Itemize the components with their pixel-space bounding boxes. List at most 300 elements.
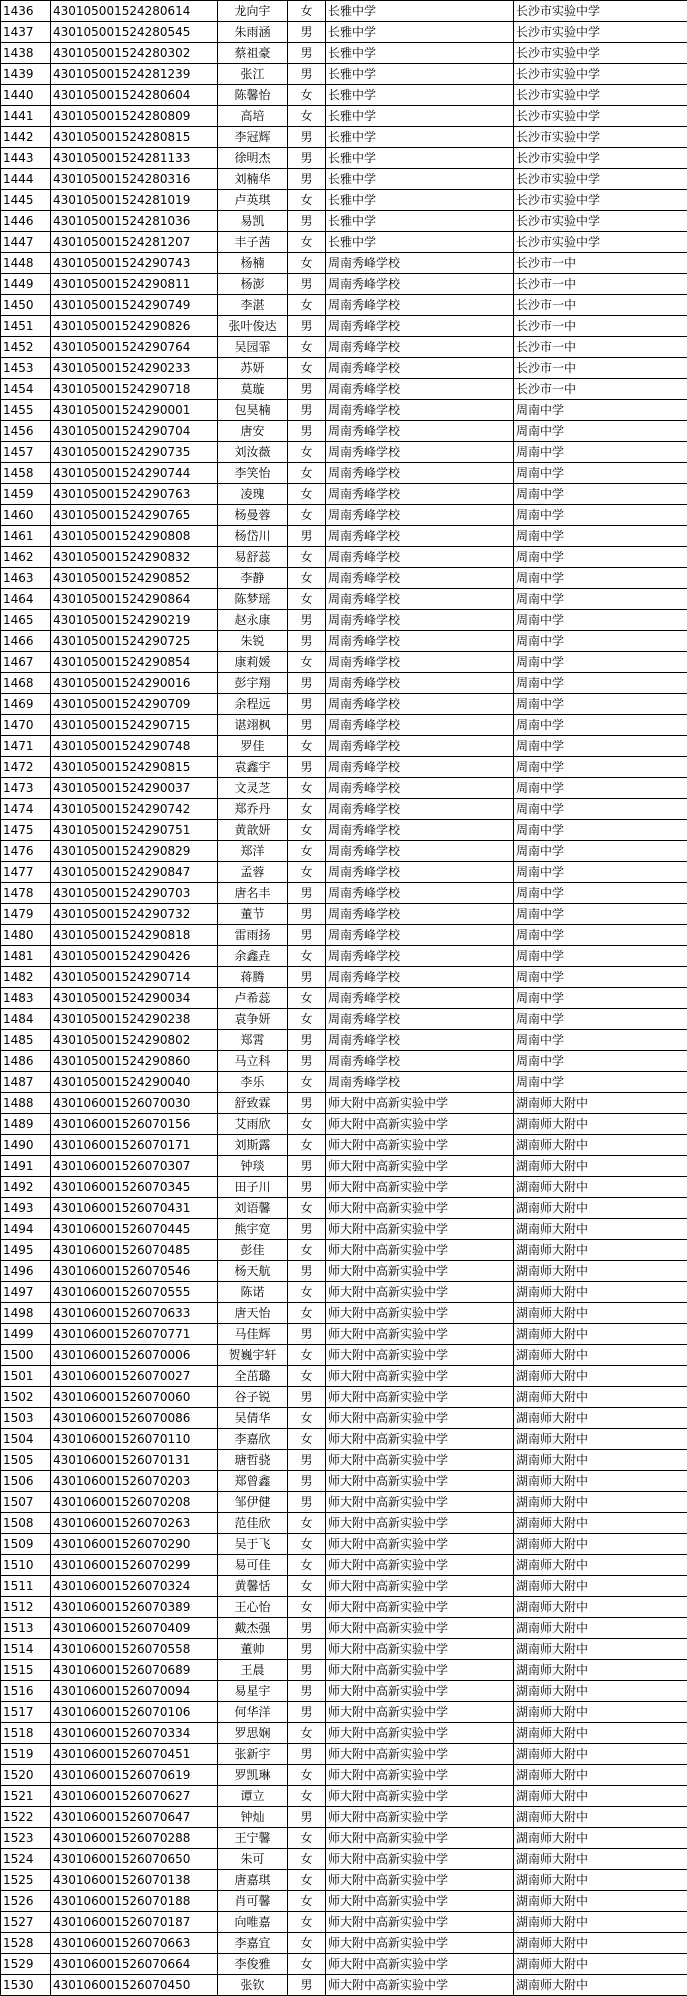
admitting-school-cell: 周南中学 [514,988,687,1009]
student-id-cell: 430105001524290811 [51,274,218,295]
admitting-school-cell: 湖南师大附中 [514,1576,687,1597]
admitting-school-cell: 湖南师大附中 [514,1639,687,1660]
student-id-cell: 430106001526070647 [51,1807,218,1828]
table-row [1,127,687,148]
graduating-school-cell: 周南秀峰学校 [326,988,514,1009]
student-id-cell: 430106001526070485 [51,1240,218,1261]
admitting-school-cell: 周南中学 [514,652,687,673]
student-name-cell: 陈诺 [218,1282,288,1303]
gender-cell: 男 [288,274,326,295]
admitting-school-cell: 周南中学 [514,1009,687,1030]
admitting-school-cell: 长沙市一中 [514,379,687,400]
graduating-school-cell: 师大附中高新实验中学 [326,1408,514,1429]
gender-cell: 男 [288,1492,326,1513]
admitting-school-cell: 湖南师大附中 [514,1240,687,1261]
student-name-cell: 杨楠 [218,253,288,274]
seq-cell: 1503 [1,1408,51,1429]
gender-cell: 女 [288,1513,326,1534]
graduating-school-cell: 师大附中高新实验中学 [326,1555,514,1576]
student-name-cell: 郑曾鑫 [218,1471,288,1492]
student-name-cell: 唐天怡 [218,1303,288,1324]
gender-cell: 男 [288,421,326,442]
gender-cell: 男 [288,757,326,778]
student-name-cell: 钟灿 [218,1807,288,1828]
admitting-school-cell: 湖南师大附中 [514,1324,687,1345]
student-id-cell: 430105001524290832 [51,547,218,568]
table-row [1,337,687,358]
graduating-school-cell: 长雅中学 [326,169,514,190]
gender-cell: 女 [288,1240,326,1261]
student-name-cell: 孟蓉 [218,862,288,883]
admitting-school-cell: 湖南师大附中 [514,1618,687,1639]
table-row [1,1891,687,1912]
table-row [1,232,687,253]
admitting-school-cell: 湖南师大附中 [514,1345,687,1366]
admitting-school-cell: 周南中学 [514,463,687,484]
seq-cell: 1523 [1,1828,51,1849]
admitting-school-cell: 周南中学 [514,883,687,904]
table-row [1,883,687,904]
table-row [1,1492,687,1513]
student-id-cell: 430106001526070288 [51,1828,218,1849]
graduating-school-cell: 周南秀峰学校 [326,316,514,337]
admitting-school-cell: 周南中学 [514,799,687,820]
student-name-cell: 杨曼蓉 [218,505,288,526]
student-name-cell: 刘楠华 [218,169,288,190]
student-name-cell: 刘汝薇 [218,442,288,463]
table-row [1,400,687,421]
student-name-cell: 余鑫垚 [218,946,288,967]
student-name-cell: 贺巍宇轩 [218,1345,288,1366]
student-name-cell: 李俊雅 [218,1954,288,1975]
gender-cell: 女 [288,1282,326,1303]
gender-cell: 女 [288,106,326,127]
student-id-cell: 430105001524290765 [51,505,218,526]
admitting-school-cell: 湖南师大附中 [514,1408,687,1429]
seq-cell: 1529 [1,1954,51,1975]
table-row [1,694,687,715]
student-id-cell: 430105001524290426 [51,946,218,967]
graduating-school-cell: 师大附中高新实验中学 [326,1807,514,1828]
gender-cell: 女 [288,442,326,463]
student-id-cell: 430106001526070131 [51,1450,218,1471]
admitting-school-cell: 周南中学 [514,1051,687,1072]
seq-cell: 1462 [1,547,51,568]
student-id-cell: 430105001524290829 [51,841,218,862]
admitting-school-cell: 长沙市实验中学 [514,127,687,148]
gender-cell: 女 [288,85,326,106]
gender-cell: 女 [288,1408,326,1429]
student-name-cell: 易凯 [218,211,288,232]
admitting-school-cell: 长沙市实验中学 [514,190,687,211]
table-row [1,1366,687,1387]
seq-cell: 1518 [1,1723,51,1744]
seq-cell: 1479 [1,904,51,925]
student-name-cell: 熊宇宽 [218,1219,288,1240]
table-row [1,1387,687,1408]
graduating-school-cell: 长雅中学 [326,232,514,253]
table-row [1,1639,687,1660]
gender-cell: 女 [288,1429,326,1450]
admitting-school-cell: 长沙市实验中学 [514,1,687,22]
admitting-school-cell: 周南中学 [514,904,687,925]
graduating-school-cell: 师大附中高新实验中学 [326,1681,514,1702]
student-name-cell: 文灵芝 [218,778,288,799]
student-id-cell: 430106001526070110 [51,1429,218,1450]
graduating-school-cell: 长雅中学 [326,85,514,106]
table-row [1,757,687,778]
table-row [1,1345,687,1366]
table-row [1,1681,687,1702]
student-id-cell: 430105001524290715 [51,715,218,736]
gender-cell: 女 [288,1,326,22]
student-name-cell: 张钦 [218,1975,288,1996]
student-name-cell: 向唯嘉 [218,1912,288,1933]
seq-cell: 1525 [1,1870,51,1891]
table-row [1,211,687,232]
student-id-cell: 430106001526070771 [51,1324,218,1345]
gender-cell: 男 [288,1681,326,1702]
graduating-school-cell: 周南秀峰学校 [326,253,514,274]
student-name-cell: 苏妍 [218,358,288,379]
seq-cell: 1494 [1,1219,51,1240]
student-name-cell: 郑洋 [218,841,288,862]
seq-cell: 1464 [1,589,51,610]
student-id-cell: 430105001524290749 [51,295,218,316]
student-name-cell: 罗佳 [218,736,288,757]
admitting-school-cell: 长沙市一中 [514,295,687,316]
student-id-cell: 430106001526070650 [51,1849,218,1870]
student-name-cell: 丰子茜 [218,232,288,253]
gender-cell: 女 [288,1198,326,1219]
table-row [1,1219,687,1240]
table-row [1,1807,687,1828]
seq-cell: 1480 [1,925,51,946]
table-row [1,1051,687,1072]
student-id-cell: 430106001526070307 [51,1156,218,1177]
seq-cell: 1520 [1,1765,51,1786]
student-id-cell: 430105001524290703 [51,883,218,904]
graduating-school-cell: 周南秀峰学校 [326,946,514,967]
seq-cell: 1497 [1,1282,51,1303]
gender-cell: 女 [288,505,326,526]
graduating-school-cell: 师大附中高新实验中学 [326,1933,514,1954]
graduating-school-cell: 长雅中学 [326,211,514,232]
admitting-school-cell: 周南中学 [514,694,687,715]
student-name-cell: 袁争妍 [218,1009,288,1030]
table-row [1,1240,687,1261]
student-id-cell: 430105001524290037 [51,778,218,799]
table-row [1,841,687,862]
admitting-school-cell: 长沙市实验中学 [514,85,687,106]
graduating-school-cell: 周南秀峰学校 [326,463,514,484]
seq-cell: 1472 [1,757,51,778]
seq-cell: 1448 [1,253,51,274]
student-id-cell: 430106001526070689 [51,1660,218,1681]
graduating-school-cell: 周南秀峰学校 [326,400,514,421]
admitting-school-cell: 湖南师大附中 [514,1282,687,1303]
gender-cell: 男 [288,1387,326,1408]
student-name-cell: 钟琰 [218,1156,288,1177]
admitting-school-cell: 长沙市实验中学 [514,106,687,127]
student-name-cell: 李笑怡 [218,463,288,484]
gender-cell: 女 [288,1933,326,1954]
table-row [1,1198,687,1219]
graduating-school-cell: 师大附中高新实验中学 [326,1282,514,1303]
seq-cell: 1456 [1,421,51,442]
gender-cell: 女 [288,337,326,358]
student-name-cell: 邹伊健 [218,1492,288,1513]
student-id-cell: 430106001526070027 [51,1366,218,1387]
table-row [1,295,687,316]
table-row [1,799,687,820]
seq-cell: 1481 [1,946,51,967]
student-id-cell: 430105001524290016 [51,673,218,694]
table-row [1,610,687,631]
table-row [1,43,687,64]
student-name-cell: 肖可馨 [218,1891,288,1912]
student-id-cell: 430106001526070627 [51,1786,218,1807]
seq-cell: 1506 [1,1471,51,1492]
student-name-cell: 瑭哲骁 [218,1450,288,1471]
admitting-school-cell: 周南中学 [514,1072,687,1093]
student-name-cell: 马立科 [218,1051,288,1072]
student-name-cell: 陈馨怡 [218,85,288,106]
admitting-school-cell: 长沙市实验中学 [514,169,687,190]
admitting-school-cell: 长沙市实验中学 [514,64,687,85]
gender-cell: 女 [288,652,326,673]
graduating-school-cell: 周南秀峰学校 [326,778,514,799]
graduating-school-cell: 周南秀峰学校 [326,715,514,736]
gender-cell: 女 [288,1954,326,1975]
graduating-school-cell: 长雅中学 [326,64,514,85]
table-row [1,736,687,757]
gender-cell: 女 [288,1345,326,1366]
student-name-cell: 易可佳 [218,1555,288,1576]
student-name-cell: 田子川 [218,1177,288,1198]
seq-cell: 1470 [1,715,51,736]
student-id-cell: 430105001524281207 [51,232,218,253]
table-row [1,1261,687,1282]
gender-cell: 女 [288,1072,326,1093]
student-id-cell: 430105001524280316 [51,169,218,190]
admitting-school-cell: 周南中学 [514,862,687,883]
student-id-cell: 430105001524290704 [51,421,218,442]
student-id-cell: 430105001524281133 [51,148,218,169]
graduating-school-cell: 周南秀峰学校 [326,442,514,463]
graduating-school-cell: 周南秀峰学校 [326,484,514,505]
student-name-cell: 杨澎 [218,274,288,295]
admitting-school-cell: 长沙市实验中学 [514,211,687,232]
student-name-cell: 卢英琪 [218,190,288,211]
student-id-cell: 430105001524290852 [51,568,218,589]
graduating-school-cell: 长雅中学 [326,148,514,169]
seq-cell: 1441 [1,106,51,127]
student-id-cell: 430106001526070324 [51,1576,218,1597]
student-name-cell: 李嘉宜 [218,1933,288,1954]
graduating-school-cell: 周南秀峰学校 [326,862,514,883]
seq-cell: 1451 [1,316,51,337]
seq-cell: 1455 [1,400,51,421]
student-id-cell: 430105001524290735 [51,442,218,463]
graduating-school-cell: 师大附中高新实验中学 [326,1828,514,1849]
table-row [1,274,687,295]
graduating-school-cell: 师大附中高新实验中学 [326,1387,514,1408]
gender-cell: 女 [288,1723,326,1744]
seq-cell: 1487 [1,1072,51,1093]
student-id-cell: 430105001524290764 [51,337,218,358]
student-id-cell: 430106001526070208 [51,1492,218,1513]
seq-cell: 1450 [1,295,51,316]
student-id-cell: 430106001526070030 [51,1093,218,1114]
admitting-school-cell: 湖南师大附中 [514,1114,687,1135]
student-id-cell: 430105001524280815 [51,127,218,148]
table-row [1,1618,687,1639]
student-name-cell: 艾雨欣 [218,1114,288,1135]
student-name-cell: 包昊楠 [218,400,288,421]
student-name-cell: 高培 [218,106,288,127]
seq-cell: 1460 [1,505,51,526]
student-name-cell: 舒致霖 [218,1093,288,1114]
gender-cell: 女 [288,1135,326,1156]
student-id-cell: 430106001526070060 [51,1387,218,1408]
seq-cell: 1483 [1,988,51,1009]
seq-cell: 1458 [1,463,51,484]
gender-cell: 女 [288,1576,326,1597]
graduating-school-cell: 师大附中高新实验中学 [326,1765,514,1786]
student-name-cell: 李冠辉 [218,127,288,148]
student-name-cell: 杨岱川 [218,526,288,547]
table-row [1,85,687,106]
gender-cell: 男 [288,1639,326,1660]
gender-cell: 女 [288,589,326,610]
student-name-cell: 彭宇翔 [218,673,288,694]
gender-cell: 男 [288,1324,326,1345]
graduating-school-cell: 周南秀峰学校 [326,736,514,757]
graduating-school-cell: 师大附中高新实验中学 [326,1744,514,1765]
admitting-school-cell: 周南中学 [514,673,687,694]
student-name-cell: 吴倩华 [218,1408,288,1429]
admitting-school-cell: 周南中学 [514,568,687,589]
admitting-school-cell: 长沙市一中 [514,337,687,358]
table-row [1,379,687,400]
student-id-cell: 430106001526070558 [51,1639,218,1660]
student-name-cell: 罗思娴 [218,1723,288,1744]
seq-cell: 1514 [1,1639,51,1660]
student-name-cell: 卢希蕊 [218,988,288,1009]
table-row [1,463,687,484]
gender-cell: 男 [288,694,326,715]
graduating-school-cell: 周南秀峰学校 [326,799,514,820]
admitting-school-cell: 周南中学 [514,736,687,757]
student-id-cell: 430106001526070138 [51,1870,218,1891]
gender-cell: 男 [288,967,326,988]
gender-cell: 男 [288,883,326,904]
admitting-school-cell: 湖南师大附中 [514,1807,687,1828]
admitting-school-cell: 周南中学 [514,631,687,652]
seq-cell: 1443 [1,148,51,169]
graduating-school-cell: 师大附中高新实验中学 [326,1954,514,1975]
student-name-cell: 雷雨扬 [218,925,288,946]
graduating-school-cell: 周南秀峰学校 [326,568,514,589]
graduating-school-cell: 周南秀峰学校 [326,1009,514,1030]
gender-cell: 男 [288,43,326,64]
seq-cell: 1516 [1,1681,51,1702]
gender-cell: 女 [288,547,326,568]
graduating-school-cell: 师大附中高新实验中学 [326,1429,514,1450]
graduating-school-cell: 师大附中高新实验中学 [326,1156,514,1177]
seq-cell: 1495 [1,1240,51,1261]
gender-cell: 女 [288,1009,326,1030]
seq-cell: 1476 [1,841,51,862]
student-id-cell: 430105001524290725 [51,631,218,652]
student-id-cell: 430106001526070299 [51,1555,218,1576]
student-id-cell: 430105001524290219 [51,610,218,631]
student-name-cell: 唐嘉琪 [218,1870,288,1891]
table-row [1,1009,687,1030]
table-row [1,1954,687,1975]
graduating-school-cell: 长雅中学 [326,1,514,22]
graduating-school-cell: 师大附中高新实验中学 [326,1135,514,1156]
seq-cell: 1482 [1,967,51,988]
student-id-cell: 430106001526070450 [51,1975,218,1996]
seq-cell: 1452 [1,337,51,358]
graduating-school-cell: 师大附中高新实验中学 [326,1450,514,1471]
seq-cell: 1437 [1,22,51,43]
seq-cell: 1468 [1,673,51,694]
seq-cell: 1491 [1,1156,51,1177]
student-id-cell: 430106001526070345 [51,1177,218,1198]
graduating-school-cell: 周南秀峰学校 [326,589,514,610]
student-name-cell: 李乐 [218,1072,288,1093]
graduating-school-cell: 长雅中学 [326,190,514,211]
student-name-cell: 马佳辉 [218,1324,288,1345]
admitting-school-cell: 湖南师大附中 [514,1177,687,1198]
table-row [1,778,687,799]
graduating-school-cell: 师大附中高新实验中学 [326,1471,514,1492]
seq-cell: 1484 [1,1009,51,1030]
seq-cell: 1477 [1,862,51,883]
table-row [1,442,687,463]
table-row [1,1660,687,1681]
admitting-school-cell: 周南中学 [514,547,687,568]
gender-cell: 男 [288,1618,326,1639]
student-id-cell: 430105001524290854 [51,652,218,673]
table-row [1,316,687,337]
student-name-cell: 王晨 [218,1660,288,1681]
graduating-school-cell: 周南秀峰学校 [326,820,514,841]
gender-cell: 女 [288,841,326,862]
admitting-school-cell: 湖南师大附中 [514,1135,687,1156]
gender-cell: 男 [288,1219,326,1240]
table-row [1,1765,687,1786]
table-row [1,967,687,988]
graduating-school-cell: 周南秀峰学校 [326,694,514,715]
table-row [1,64,687,85]
gender-cell: 男 [288,1261,326,1282]
student-id-cell: 430106001526070106 [51,1702,218,1723]
seq-cell: 1526 [1,1891,51,1912]
table-row [1,862,687,883]
table-row [1,1282,687,1303]
seq-cell: 1513 [1,1618,51,1639]
admitting-school-cell: 周南中学 [514,484,687,505]
student-name-cell: 王心怡 [218,1597,288,1618]
student-id-cell: 430106001526070619 [51,1765,218,1786]
student-id-cell: 430106001526070633 [51,1303,218,1324]
admitting-school-cell: 湖南师大附中 [514,1765,687,1786]
admitting-school-cell: 周南中学 [514,841,687,862]
